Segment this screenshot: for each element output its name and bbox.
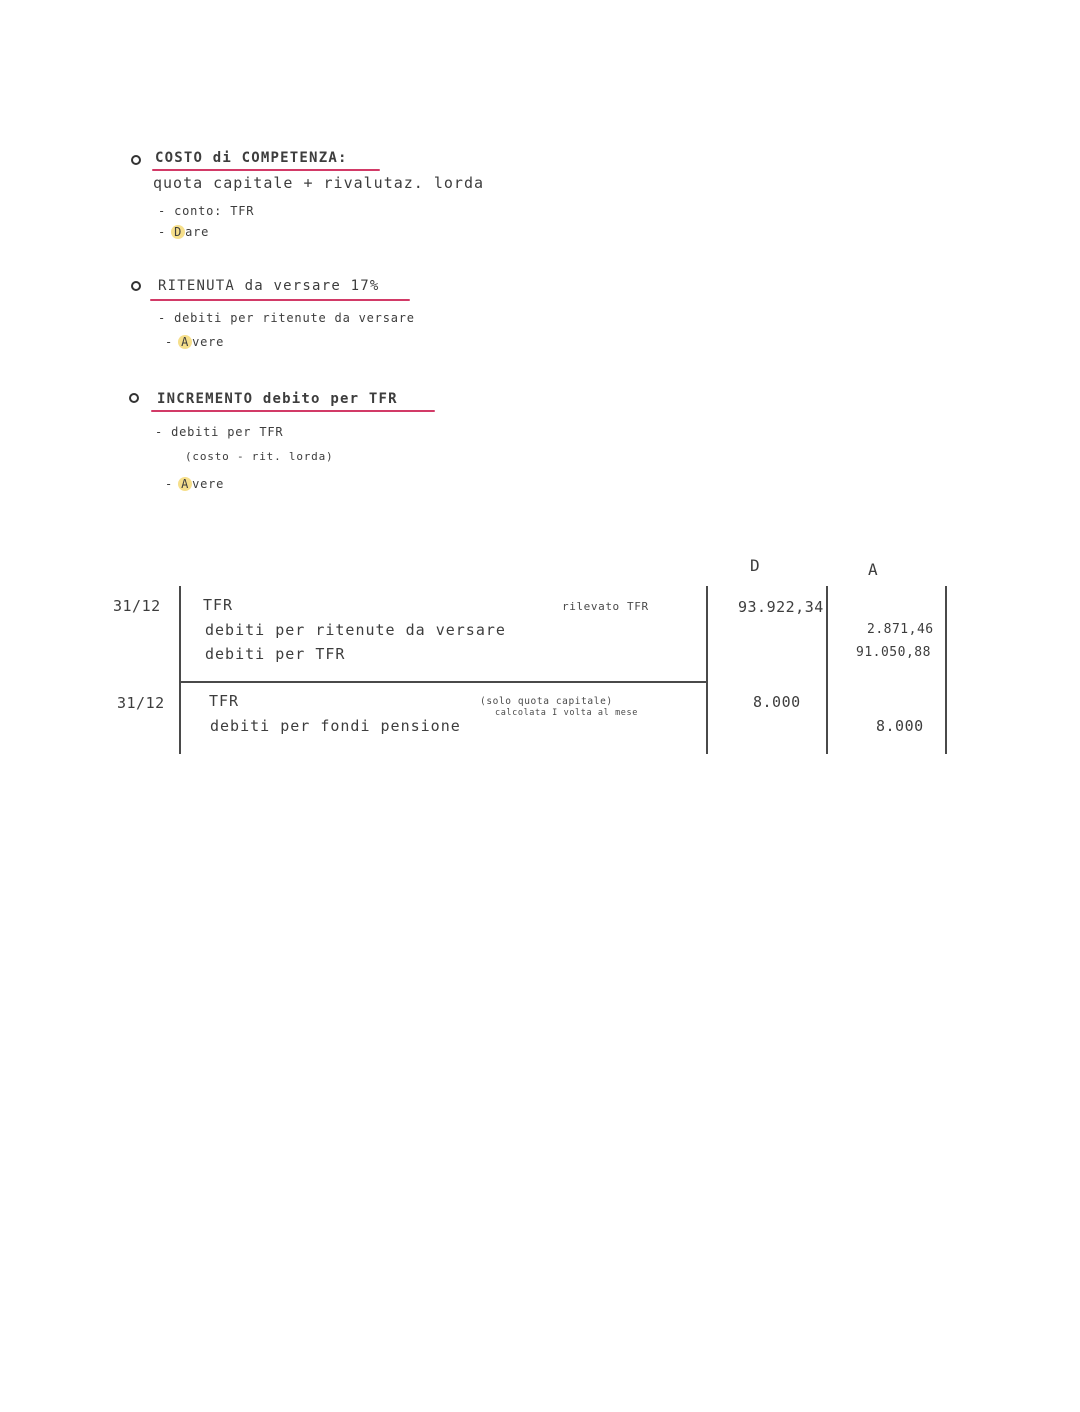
heading-underline xyxy=(151,410,435,412)
highlight-marker: A xyxy=(178,477,192,491)
note-sub-item: - A vere xyxy=(165,335,225,349)
note-heading-incremento: INCREMENTO debito per TFR xyxy=(157,391,398,407)
note-line: quota capitale + rivalutaz. lorda xyxy=(153,174,485,192)
entry-separator xyxy=(179,681,708,683)
dare-amount: 93.922,34 xyxy=(738,598,824,616)
bullet-icon xyxy=(131,281,141,291)
entry-date: 31/12 xyxy=(117,694,165,712)
column-header-dare: D xyxy=(750,556,761,575)
heading-underline xyxy=(152,169,380,171)
entry-account: debiti per ritenute da versare xyxy=(205,621,506,639)
avere-amount: 2.871,46 xyxy=(867,622,934,637)
avere-amount: 8.000 xyxy=(876,717,924,735)
entry-note: rilevato TFR xyxy=(562,600,649,613)
bullet-icon xyxy=(129,393,139,403)
entry-account: debiti per TFR xyxy=(205,645,346,663)
table-divider xyxy=(706,586,708,754)
column-header-avere: A xyxy=(868,560,879,579)
entry-account: debiti per fondi pensione xyxy=(210,717,461,735)
entry-note: calcolata I volta al mese xyxy=(495,708,638,718)
note-sub-item: - debiti per TFR xyxy=(155,425,284,439)
note-heading-ritenuta: RITENUTA da versare 17% xyxy=(158,278,380,294)
entry-note: (solo quota capitale) xyxy=(480,696,613,707)
entry-account: TFR xyxy=(203,596,234,614)
bullet-icon xyxy=(131,155,141,165)
table-divider xyxy=(945,586,947,754)
entry-account: TFR xyxy=(209,692,240,710)
table-divider xyxy=(826,586,828,754)
highlight-marker: A xyxy=(178,335,192,349)
dare-amount: 8.000 xyxy=(753,693,801,711)
highlight-marker: D xyxy=(171,225,185,239)
note-sub-item: - conto: TFR xyxy=(158,204,255,218)
note-sub-item: - D are xyxy=(158,225,210,239)
avere-amount: 91.050,88 xyxy=(856,645,931,660)
heading-underline xyxy=(150,299,410,301)
note-heading-costo: COSTO di COMPETENZA: xyxy=(155,150,348,166)
note-sub-item: - debiti per ritenute da versare xyxy=(158,311,415,325)
entry-date: 31/12 xyxy=(113,597,161,615)
note-sub-item: - A vere xyxy=(165,477,225,491)
note-sub-item: (costo - rit. lorda) xyxy=(185,450,334,463)
table-divider xyxy=(179,586,181,754)
